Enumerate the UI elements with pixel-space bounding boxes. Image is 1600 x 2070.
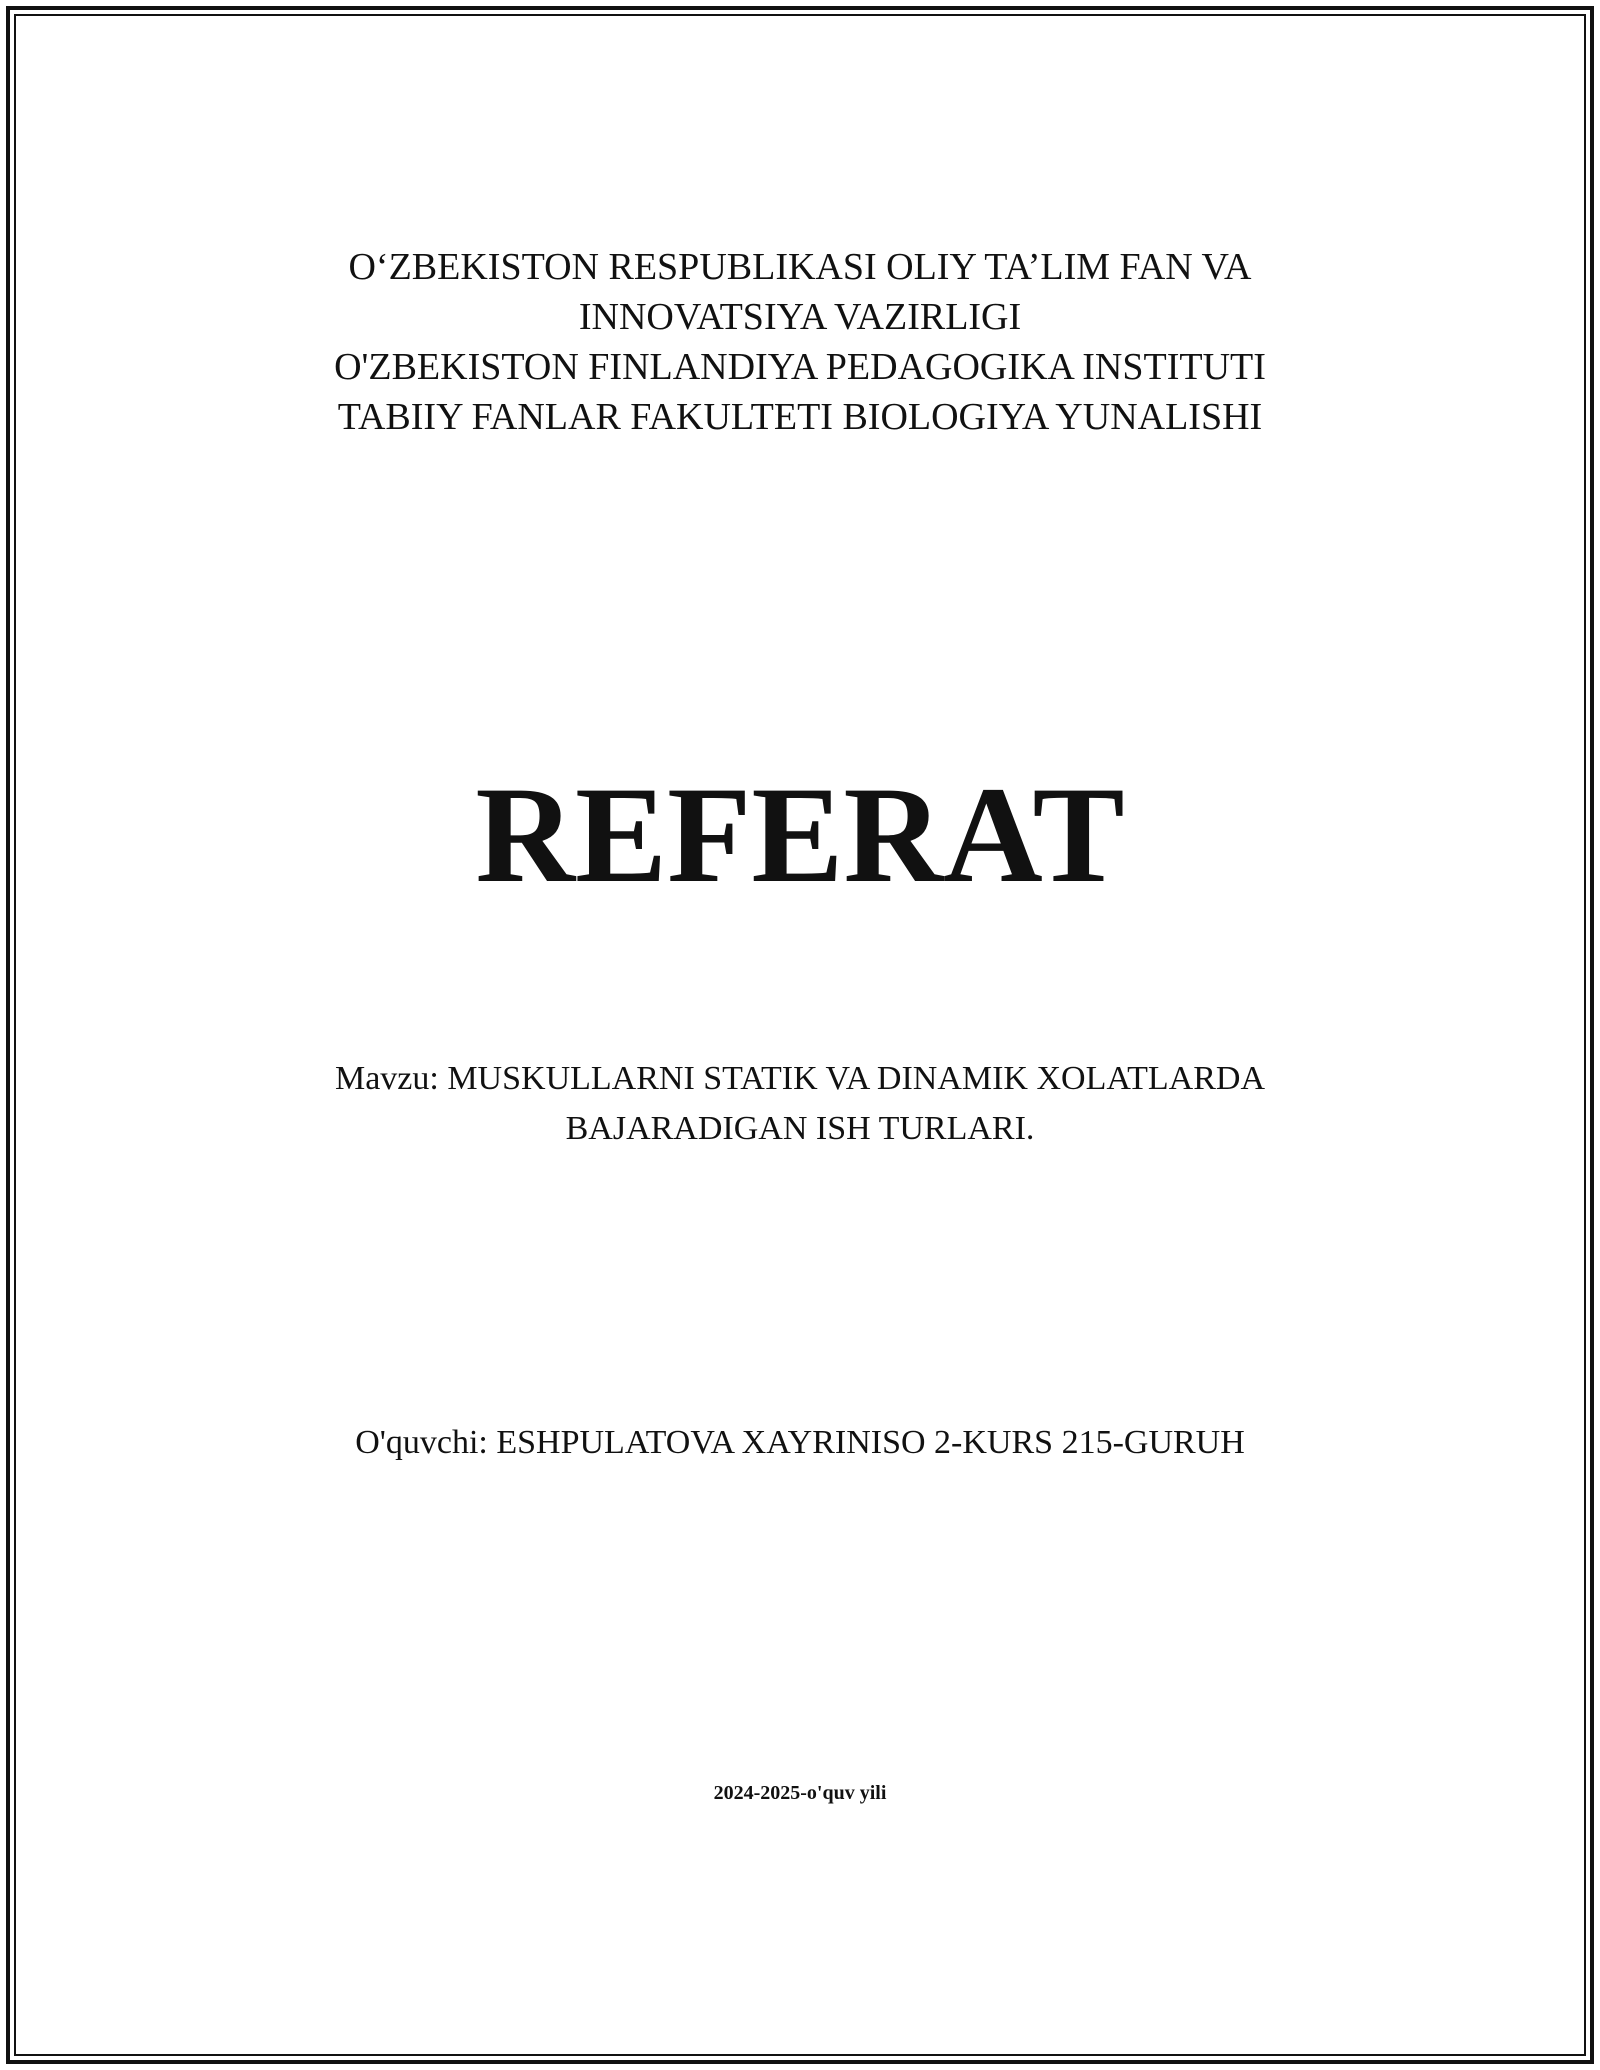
student-info: O'quvchi: ESHPULATOVA XAYRINISO 2-KURS 215-GURUH <box>355 1424 1245 1461</box>
header-line-1: O‘ZBEKISTON RESPUBLIKASI OLIY TA’LIM FAN VA <box>348 246 1252 288</box>
academic-year: 2024-2025-o'quv yili <box>713 1782 887 1804</box>
institution-header <box>0 242 1600 442</box>
header-line-3: O'ZBEKISTON FINLANDIYA PEDAGOGIKA INSTITUTI <box>334 346 1266 388</box>
topic-line-2: BAJARADIGAN ISH TURLARI. <box>565 1110 1035 1147</box>
document-title: REFERAT <box>475 758 1125 911</box>
topic-block <box>0 1054 1600 1154</box>
header-line-2: INNOVATSIYA VAZIRLIGI <box>578 296 1022 338</box>
topic-line-1: Mavzu: MUSKULLARNI STATIK VA DINAMIK XOLATLARDA <box>334 1060 1266 1097</box>
header-line-4: TABIIY FANLAR FAKULTETI BIOLOGIYA YUNALISHI <box>337 396 1263 438</box>
